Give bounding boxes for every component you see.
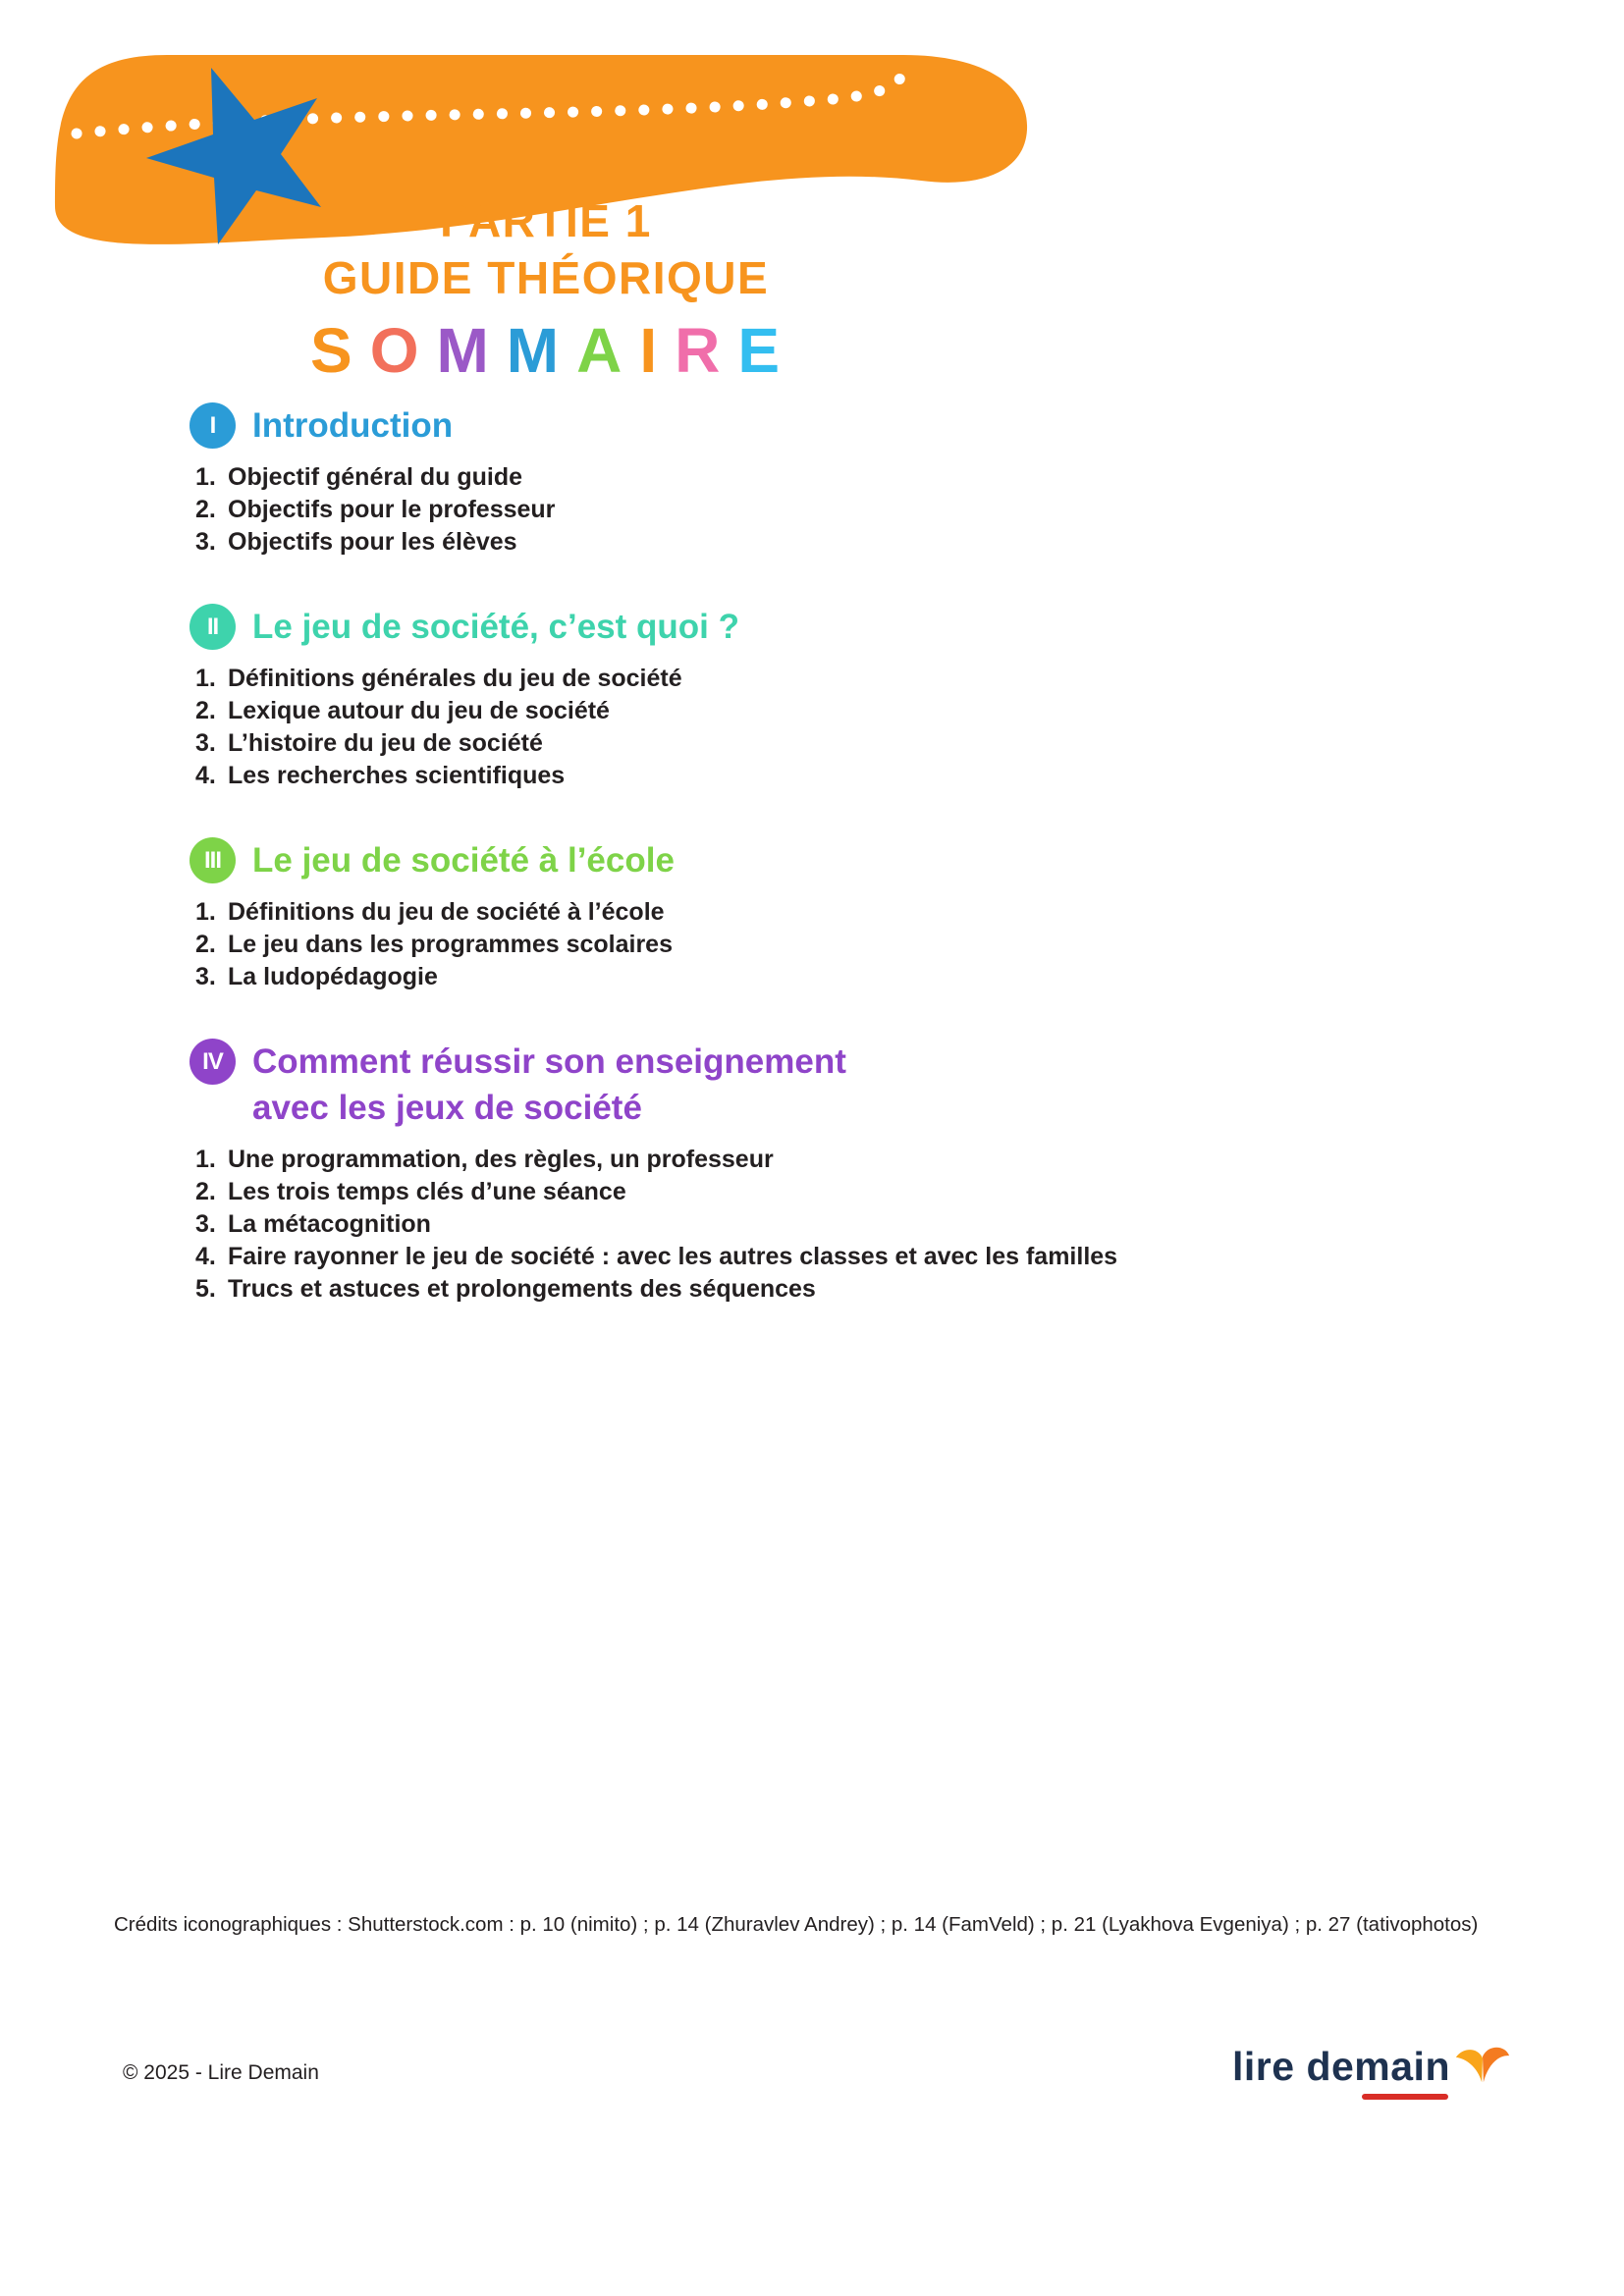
item-text: Définitions générales du jeu de société [228, 665, 682, 692]
section-title: Le jeu de société, c’est quoi ? [252, 608, 739, 646]
section-badge [189, 402, 236, 449]
sommaire-title [0, 314, 1092, 387]
item-number: 2. [195, 931, 216, 958]
section-title: Comment réussir son enseignement avec les jeux de société [252, 1042, 846, 1127]
section-badge [189, 837, 236, 883]
logo-subtext-mark [1362, 2094, 1448, 2100]
item-number: 2. [195, 697, 216, 724]
section-header [189, 604, 1505, 650]
section-header [189, 1039, 1505, 1131]
item-number: 4. [195, 1243, 216, 1270]
section-numeral: III [203, 846, 221, 874]
toc-section [189, 837, 1505, 993]
logo-wordmark: lire demain [1232, 2044, 1450, 2089]
section-header [189, 402, 1505, 449]
sommaire-letter: A [576, 315, 624, 386]
item-text: Les recherches scientifiques [228, 762, 566, 789]
open-book-icon [1455, 2040, 1510, 2087]
item-number: 1. [195, 665, 216, 692]
item-number: 3. [195, 729, 216, 757]
item-text: La ludopédagogie [228, 963, 438, 990]
toc-item [195, 929, 1505, 961]
item-number: 2. [195, 496, 216, 523]
item-number: 3. [195, 528, 216, 556]
item-text: L’histoire du jeu de société [228, 729, 543, 757]
item-text: Objectifs pour les élèves [228, 528, 517, 556]
toc-item [195, 663, 1505, 695]
section-numeral: I [209, 411, 216, 439]
sommaire-letter: R [675, 315, 723, 386]
section-header [189, 837, 1505, 883]
toc-section [189, 402, 1505, 559]
item-text: Les trois temps clés d’une séance [228, 1178, 626, 1205]
section-items [195, 461, 1505, 559]
toc-item [195, 461, 1505, 494]
copyright-text: © 2025 - Lire Demain [123, 2061, 319, 2084]
item-number: 5. [195, 1275, 216, 1303]
item-number: 1. [195, 463, 216, 491]
item-text: Définitions du jeu de société à l’école [228, 898, 665, 926]
section-numeral: IV [202, 1047, 223, 1075]
sections [189, 402, 1505, 1351]
item-number: 2. [195, 1178, 216, 1205]
toc-item [195, 1241, 1505, 1273]
sommaire-letter: M [436, 315, 491, 386]
item-number: 3. [195, 963, 216, 990]
sommaire-letter: O [369, 315, 421, 386]
sommaire-letter: M [506, 315, 562, 386]
publisher-logo [1232, 2044, 1510, 2090]
section-badge [189, 1039, 236, 1085]
sommaire-letter: E [737, 315, 782, 386]
toc-item [195, 526, 1505, 559]
item-text: La métacognition [228, 1210, 431, 1238]
item-number: 3. [195, 1210, 216, 1238]
toc-section [189, 604, 1505, 792]
toc-item [195, 961, 1505, 993]
item-text: Lexique autour du jeu de société [228, 697, 610, 724]
part-title [0, 192, 1092, 306]
section-numeral: II [206, 613, 219, 640]
item-text: Trucs et astuces et prolongements des séquences [228, 1275, 816, 1303]
credits-text: Crédits iconographiques : Shutterstock.com : p. 10 (nimito) ; p. 14 (Zhuravlev Andrey) ; p. 14 (FamVeld) ; p. 21 (Lyakhova Evgeniya) ; p. 27 (tativophotos) [114, 1913, 1479, 1936]
item-text: Objectif général du guide [228, 463, 523, 491]
item-text: Faire rayonner le jeu de société : avec les autres classes et avec les familles [228, 1243, 1118, 1270]
toc-item [195, 1144, 1505, 1176]
item-number: 1. [195, 898, 216, 926]
toc-item [195, 695, 1505, 727]
part-title-line2: GUIDE THÉORIQUE [322, 252, 770, 303]
section-badge [189, 604, 236, 650]
section-items [195, 896, 1505, 993]
logo-text [1232, 2044, 1450, 2090]
section-title: Le jeu de société à l’école [252, 841, 675, 880]
toc-item [195, 727, 1505, 760]
toc-item [195, 1273, 1505, 1306]
item-text: Objectifs pour le professeur [228, 496, 556, 523]
toc-item [195, 1208, 1505, 1241]
toc-item [195, 494, 1505, 526]
toc-item [195, 1176, 1505, 1208]
section-items [195, 1144, 1505, 1306]
section-title: Introduction [252, 406, 454, 445]
toc-item [195, 896, 1505, 929]
sommaire-letter: S [310, 315, 354, 386]
toc-section [189, 1039, 1505, 1306]
toc-item [195, 760, 1505, 792]
item-text: Le jeu dans les programmes scolaires [228, 931, 673, 958]
item-number: 4. [195, 762, 216, 789]
section-items [195, 663, 1505, 792]
item-text: Une programmation, des règles, un professeur [228, 1146, 774, 1173]
item-number: 1. [195, 1146, 216, 1173]
sommaire-letter: I [639, 315, 660, 386]
part-title-line1: PARTIE 1 [440, 195, 652, 246]
